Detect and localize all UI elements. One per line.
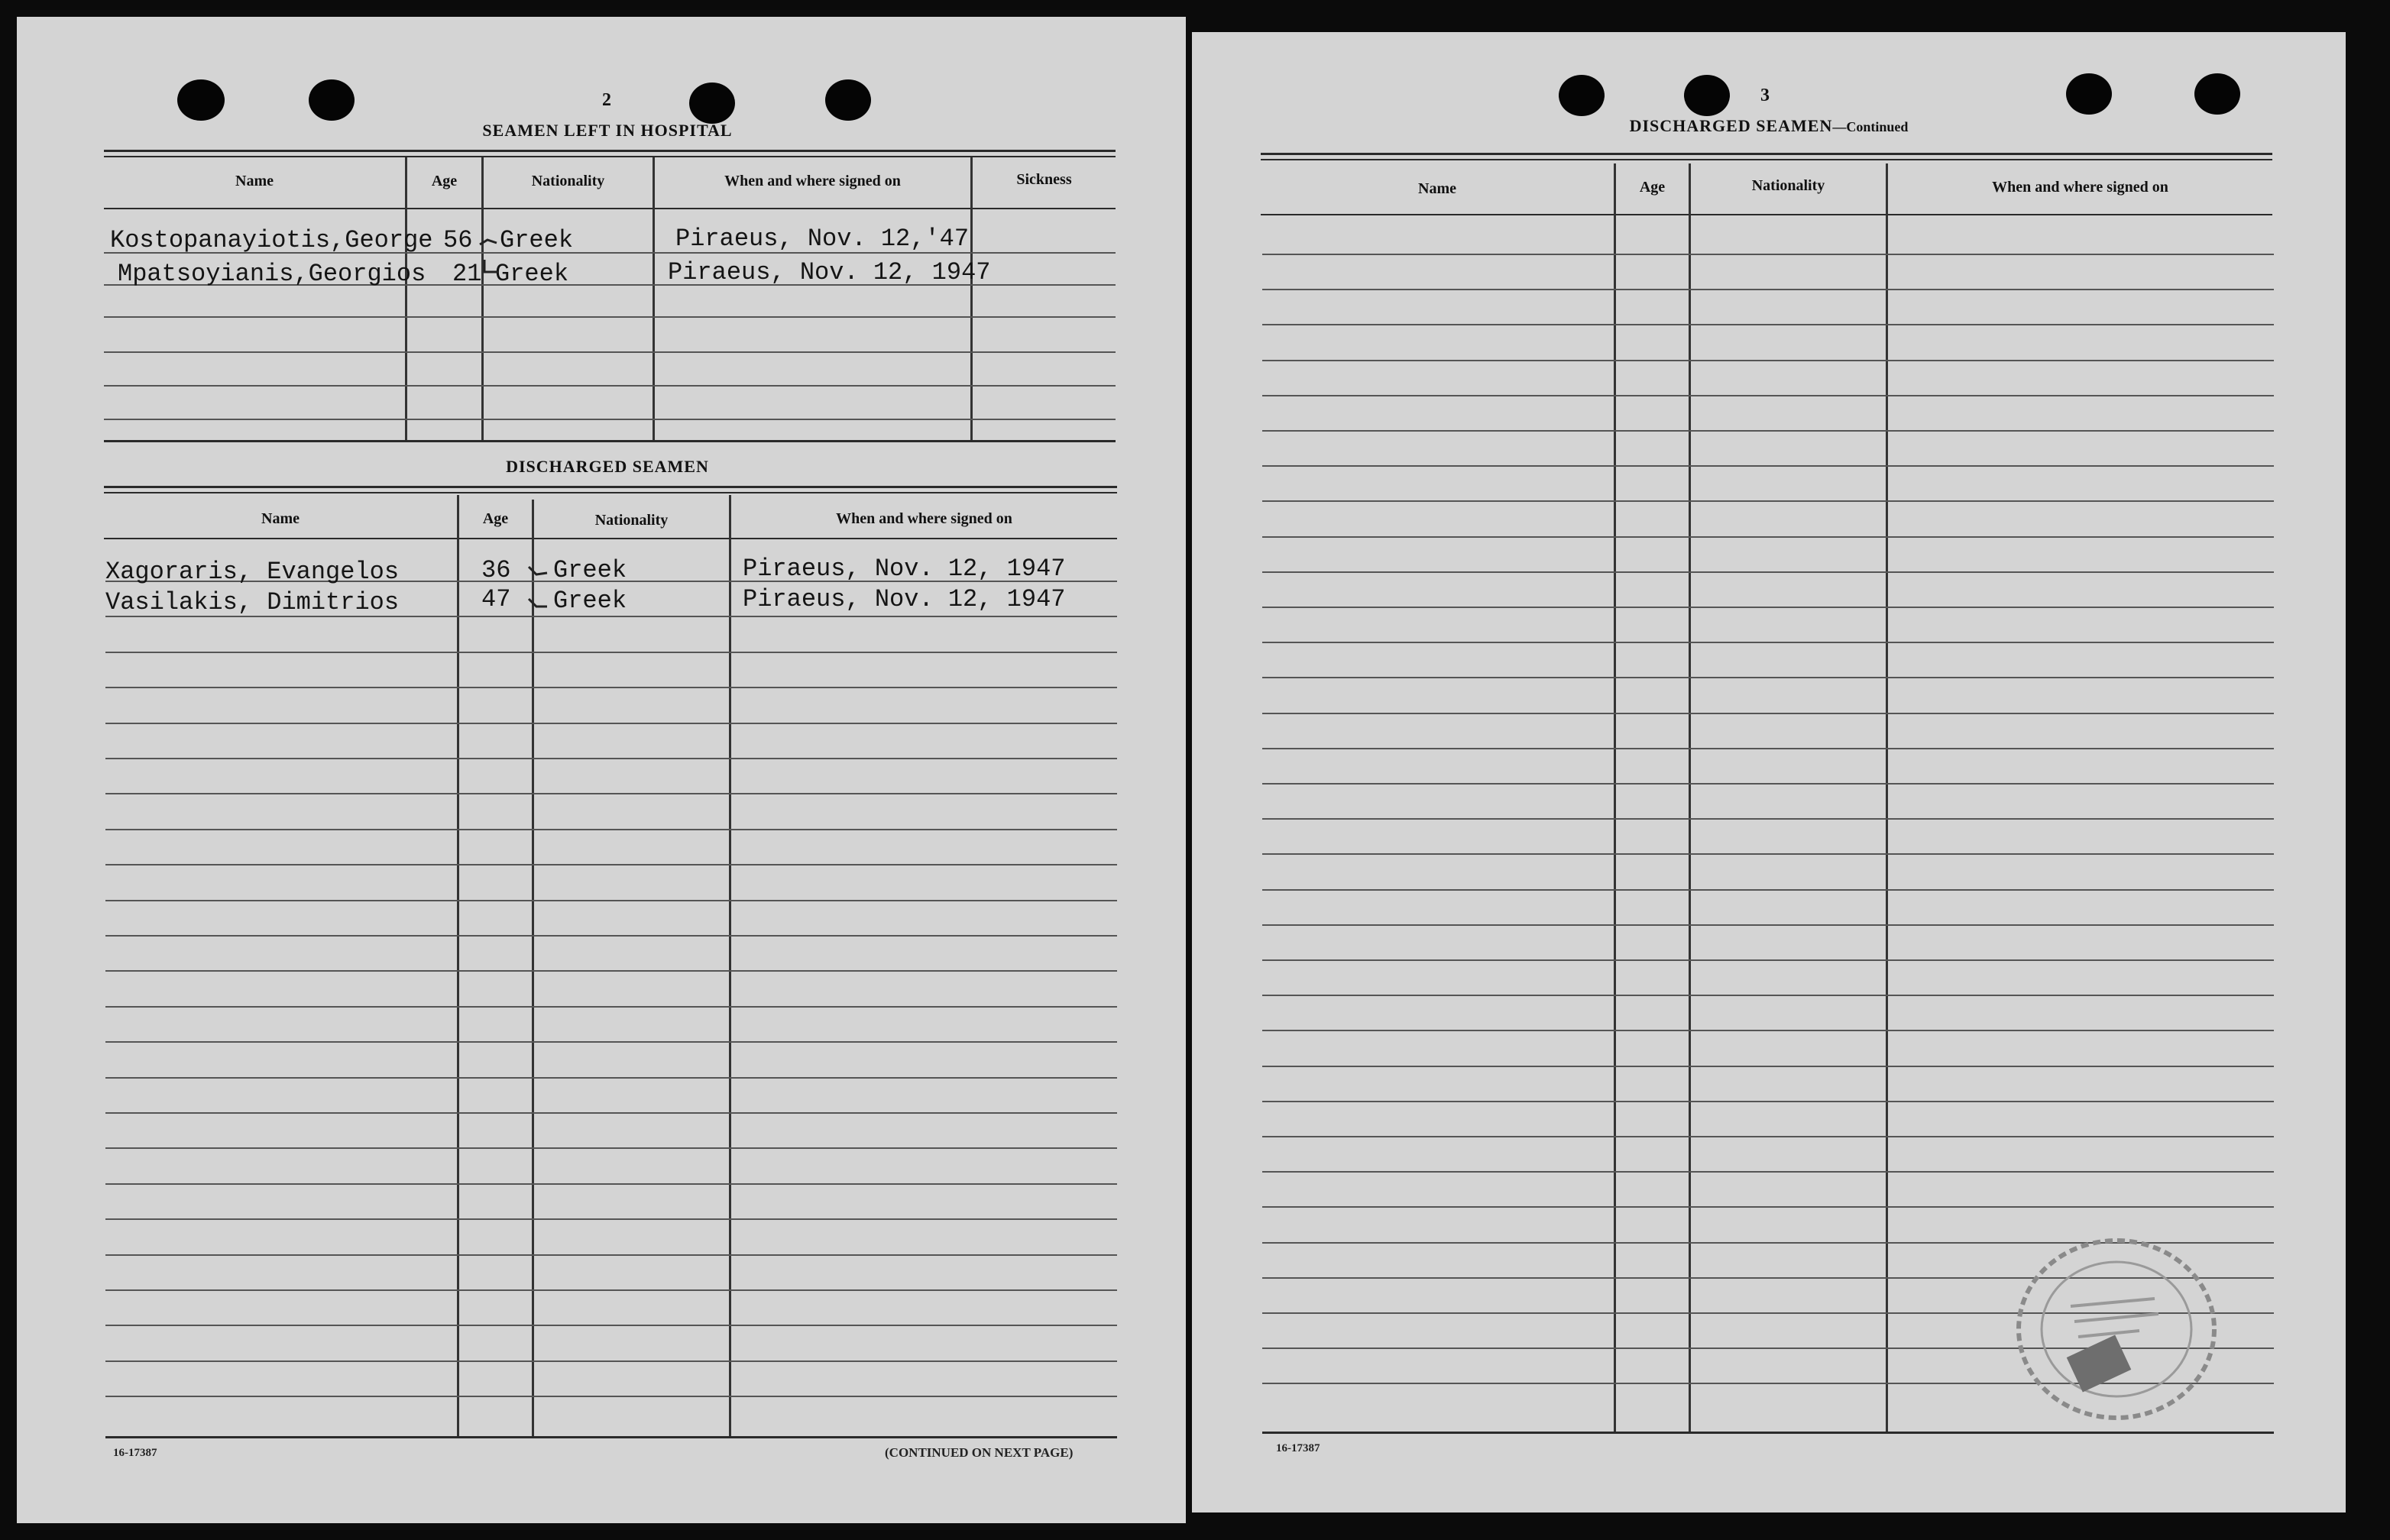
discharged-row-1-signed-on: Piraeus, Nov. 12, 1947 [743,555,1066,583]
hospital-row-1-signed-on: Piraeus, Nov. 12,'47 [675,225,970,253]
table-row-line [1262,607,2274,608]
table-row-line [1262,536,2274,538]
column-divider [457,495,459,1438]
table-row-line [1262,430,2274,432]
column-divider [653,157,655,440]
punch-hole [825,79,871,121]
title-main: DISCHARGED SEAMEN [1629,116,1833,135]
table-row-line [1262,713,2274,714]
table-row-line [1262,571,2274,573]
table-top-rule [1261,159,2272,160]
table-bottom-rule [1262,1432,2274,1434]
table-row-line [1262,465,2274,467]
table-row-line [105,935,1117,937]
table-row-line [105,758,1117,759]
table-row-line [1262,853,2274,855]
column-divider [532,500,534,1438]
table-row-line [1262,818,2274,820]
table-row-line [104,351,1116,353]
table-row-line [1262,1066,2274,1067]
discharged-row-2-age: 47 [481,585,511,613]
punch-hole [177,79,225,121]
table-row-line [105,1360,1117,1362]
col-header-sickness: Sickness [1016,171,1072,188]
page-number: 2 [602,90,611,110]
table-row-line [104,316,1116,318]
discharged-row-1-age: 36 [481,556,511,584]
table-row-line [1262,995,2274,996]
col-header-nationality: Nationality [1751,177,1825,194]
table-row-line [105,793,1117,794]
table-row-line [1262,1101,2274,1102]
form-number: 16-17387 [113,1447,157,1459]
table-row-line [105,652,1117,653]
col-header-signed-on: When and where signed on [724,173,901,189]
header-bottom-rule [1261,214,2272,215]
table-row-line [1262,395,2274,396]
discharged-row-1-name: Xagoraris, Evangelos [105,558,400,586]
section-title-discharged-continued [1605,116,1933,136]
header-bottom-rule [104,538,1117,539]
table-bottom-rule [104,440,1116,442]
col-header-name: Name [261,510,300,527]
table-top-rule [104,486,1117,488]
column-divider [405,157,407,440]
table-row-line [1262,1030,2274,1031]
hospital-row-1-nationality: Greek [500,226,574,254]
hospital-row-2-age: 21 [452,260,482,288]
continued-note: (CONTINUED ON NEXT PAGE) [885,1445,1074,1460]
table-row-line [1262,924,2274,926]
col-header-name: Name [235,173,274,189]
table-row-line [1262,677,2274,678]
table-row-line [1262,889,2274,891]
col-header-nationality: Nationality [531,173,605,189]
table-row-line [105,864,1117,865]
col-header-age: Age [431,173,458,189]
table-top-rule [1261,153,2272,155]
table-row-line [105,1289,1117,1291]
table-row-line [105,1254,1117,1256]
col-header-nationality: Nationality [594,512,669,529]
header-bottom-rule [104,208,1116,209]
discharged-row-2-signed-on: Piraeus, Nov. 12, 1947 [743,585,1066,613]
punch-hole [689,82,735,124]
table-row-line [1262,748,2274,749]
column-divider [970,157,973,440]
column-divider [481,157,484,440]
table-row-line [1262,1136,2274,1137]
hospital-row-1-name: Kostopanayiotis,George [110,226,433,254]
table-row-line [1262,783,2274,785]
punch-hole [2066,73,2112,115]
table-row-line [105,900,1117,901]
check-mark [526,559,556,613]
table-row-line [105,1325,1117,1326]
table-row-line [105,1006,1117,1008]
table-row-line [105,829,1117,830]
table-row-line [1262,254,2274,255]
table-row-line [105,1147,1117,1149]
table-top-rule [104,492,1117,493]
table-row-line [104,419,1116,420]
table-row-line [105,1218,1117,1220]
discharged-row-1-nationality: Greek [553,556,627,584]
hospital-row-1-age: 56 [443,226,473,254]
section-title-hospital: SEAMEN LEFT IN HOSPITAL [482,121,733,140]
table-row-line [105,1112,1117,1114]
table-row-line [1262,1206,2274,1208]
table-bottom-rule [105,1436,1117,1438]
table-row-line [1262,500,2274,502]
hospital-row-2-nationality: Greek [495,260,569,288]
col-header-age: Age [1639,179,1666,196]
table-row-line [1262,959,2274,961]
table-row-line [1262,360,2274,361]
hospital-row-2-signed-on: Piraeus, Nov. 12, 1947 [668,258,991,286]
discharged-row-2-name: Vasilakis, Dimitrios [105,588,400,616]
discharged-row-2-nationality: Greek [553,587,627,615]
table-row-line [1262,1171,2274,1173]
table-row-line [105,1183,1117,1185]
punch-hole [1559,75,1605,116]
table-row-line [1262,289,2274,290]
punch-hole [2194,73,2240,115]
col-header-signed-on: When and where signed on [836,510,1012,527]
col-header-age: Age [482,510,509,527]
table-top-rule [104,150,1116,152]
table-row-line [105,687,1117,688]
table-row-line [104,385,1116,387]
column-divider [729,495,731,1438]
punch-hole [1684,75,1730,116]
hospital-row-2-name: Mpatsoyianis,Georgios [118,260,426,288]
section-title-discharged: DISCHARGED SEAMEN [506,457,709,476]
official-stamp [1987,1215,2231,1428]
col-header-name: Name [1418,180,1456,197]
page-number: 3 [1760,86,1770,105]
table-row-line [105,1396,1117,1397]
table-row-line [105,1041,1117,1043]
table-row-line [105,723,1117,724]
title-suffix: —Continued [1832,119,1909,134]
check-mark [477,229,507,275]
table-row-line [105,1077,1117,1079]
table-row-line [1262,324,2274,325]
table-row-line [1262,642,2274,643]
form-number: 16-17387 [1276,1442,1320,1454]
table-row-line [105,970,1117,972]
col-header-signed-on: When and where signed on [1992,179,2168,196]
punch-hole [309,79,355,121]
table-top-rule [104,156,1116,157]
